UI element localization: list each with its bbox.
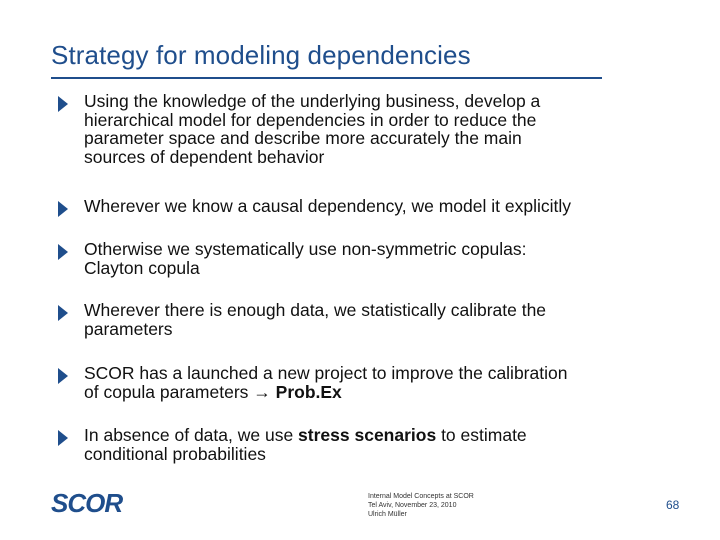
bullet-line: sources of dependent behavior: [84, 146, 325, 167]
bullet-line: SCOR has a launched a new project to improve the calibration: [84, 363, 568, 383]
bullet-item: [58, 240, 658, 277]
footer-line: Ulrich Müller: [368, 511, 407, 518]
bullet-item: [58, 426, 658, 463]
bullet-arrow-icon: [58, 430, 68, 446]
scor-logo: [51, 488, 143, 518]
bullet-text-segment: to estimate: [436, 425, 527, 445]
footer-line: Internal Model Concepts at SCOR: [368, 493, 474, 500]
bullet-line: Wherever there is enough data, we statistically calibrate the: [84, 300, 547, 320]
bullet-line: [84, 383, 658, 402]
bullet-item: [58, 197, 658, 216]
footer-line: Tel Aviv, November 23, 2010: [368, 502, 457, 509]
bullet-text-bold: Prob.Ex: [275, 381, 342, 402]
bullet-arrow-icon: [58, 305, 68, 321]
svg-text:SCOR: SCOR: [51, 488, 123, 518]
bullet-line: Clayton copula: [84, 257, 200, 278]
bullet-line: conditional probabilities: [84, 443, 266, 464]
title-underline: [51, 77, 602, 79]
bullet-line: parameter space and describe more accurately the main: [84, 128, 522, 148]
bullet-line: [84, 426, 658, 445]
bullet-arrow-icon: [58, 96, 68, 112]
bullet-arrow-icon: [58, 201, 68, 217]
bullet-text-segment: In absence of data, we use: [84, 425, 299, 445]
bullet-item: [58, 92, 658, 166]
bullet-item: [58, 364, 658, 401]
bullet-line: Otherwise we systematically use non-symmetric copulas:: [84, 239, 527, 259]
right-arrow-icon: →: [253, 381, 271, 402]
bullet-text-bold: stress scenarios: [298, 425, 437, 445]
bullet-line: Using the knowledge of the underlying business, develop a: [84, 91, 541, 111]
footer-info: [368, 492, 474, 519]
bullet-text-segment: of copula parameters: [84, 381, 254, 402]
page-number: 68: [666, 498, 680, 512]
bullet-arrow-icon: [58, 244, 68, 260]
bullet-arrow-icon: [58, 368, 68, 384]
bullet-line: parameters: [84, 318, 173, 339]
bullet-line: Wherever we know a causal dependency, we model it explicitly: [84, 196, 571, 216]
bullet-item: [58, 301, 658, 338]
bullet-line: hierarchical model for dependencies in order to reduce the: [84, 109, 537, 130]
slide-title: Strategy for modeling dependencies: [51, 40, 471, 70]
